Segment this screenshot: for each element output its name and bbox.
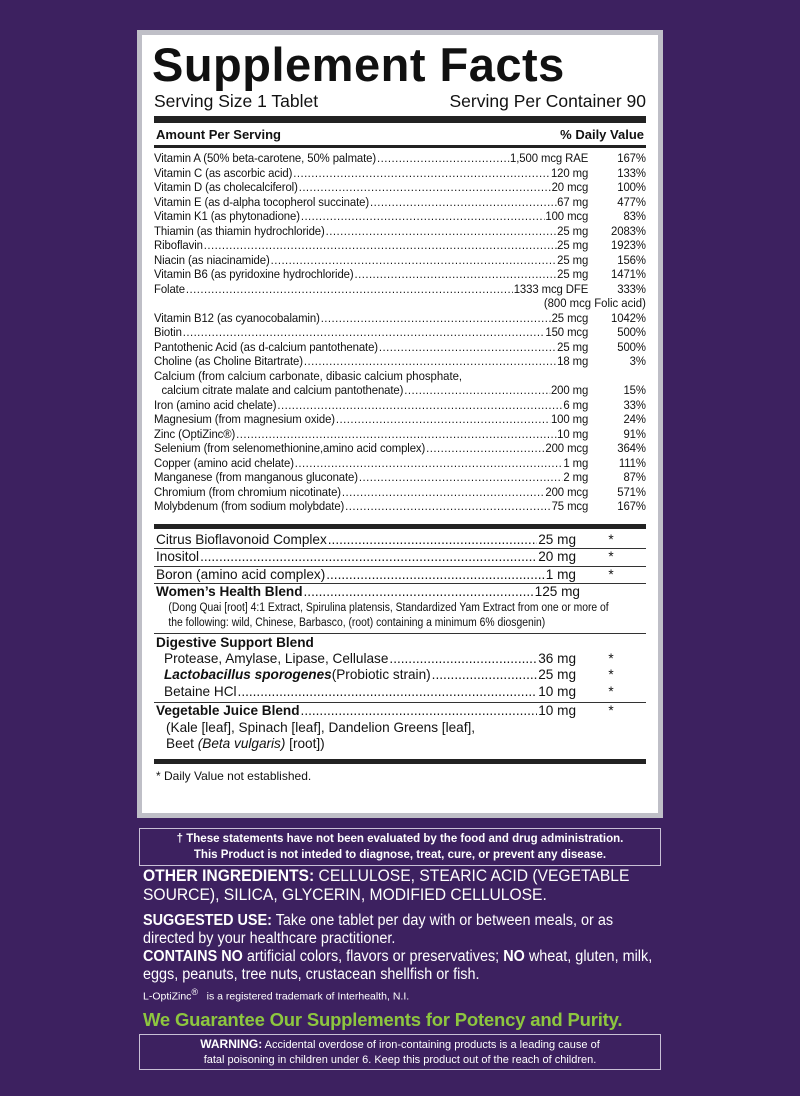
nutrient-row	[154, 195, 646, 210]
nutrient-name: Vitamin E (as d-alpha tocopherol succinate)	[154, 194, 370, 209]
nutrient-row	[154, 456, 646, 471]
nutrient-dv: 1042%	[611, 310, 646, 325]
nutrient-amount: 1,500 mcg RAE	[510, 151, 589, 165]
nutrient-row	[154, 253, 646, 268]
digestive-item-amount: 36 mg	[538, 650, 576, 666]
nutrient-amount: 200 mcg	[545, 441, 589, 455]
nutrient-dv: 24%	[623, 412, 646, 426]
nutrient-row	[154, 267, 646, 282]
nutrient-row	[154, 470, 646, 485]
nutrient-dv: 333%	[617, 281, 646, 296]
juice-blend-dv: *	[608, 703, 614, 718]
nutrient-row	[154, 383, 646, 398]
supplement-facts-panel	[137, 30, 663, 818]
womens-blend-note-2: the following: wild, Chinese, Barbasco, (root) containing a minimum 6% diosgenin)	[168, 616, 546, 629]
nutrient-dv: 15%	[623, 383, 646, 397]
digestive-item-name: Lactobacillus sporogenes(Probiotic strain)	[164, 667, 431, 682]
nutrient-amount: 120 mg	[550, 165, 589, 180]
nutrient-name: Magnesium (from magnesium oxide)	[154, 412, 335, 426]
nutrient-name: Vitamin B12 (as cyanocobalamin)	[154, 310, 320, 325]
nutrient-row	[154, 325, 646, 340]
nutrient-name: calcium citrate malate and calcium pantothenate)	[161, 383, 404, 397]
nutrient-amount: 200 mcg	[545, 484, 589, 499]
nutrient-dv: 83%	[623, 209, 646, 223]
nutrient-dv: 3%	[629, 354, 646, 368]
digestive-item-amount: 10 mg	[538, 683, 576, 699]
nutrient-amount: 20 mcg	[551, 180, 589, 194]
other-ingredients: OTHER INGREDIENTS: CELLULOSE, STEARIC ACID (VEGETABLE SOURCE), SILICA, GLYCERIN, MODIFIED CELLULOSE.	[143, 866, 630, 904]
digestive-blend-name: Digestive Support Blend	[156, 634, 314, 650]
daily-value-footnote: * Daily Value not established.	[156, 768, 312, 783]
nutrient-name: Manganese (from manganous gluconate)	[154, 470, 358, 484]
nutrient-dv: 133%	[617, 165, 646, 180]
trademark-note: L-OptiZinc® is a registered trademark of Interhealth, N.I.	[143, 987, 410, 1003]
disclaimer-line-2: This Product is not inteded to diagnose, treat, cure, or prevent any disease.	[193, 849, 607, 861]
nutrient-amount: 2 mg	[563, 470, 589, 484]
nutrient-amount: 25 mcg	[551, 310, 589, 325]
digestive-item-dv: *	[608, 650, 614, 666]
nutrient-row	[154, 151, 646, 166]
juice-blend-line-2: Beet (Beta vulgaris) [root])	[166, 736, 325, 751]
nutrient-name: Pantothenic Acid (as d-calcium pantothenate)	[154, 339, 378, 354]
nutrient-row	[154, 427, 646, 442]
ingredient-amount: 20 mg	[538, 549, 576, 564]
nutrient-name: Vitamin C (as ascorbic acid)	[154, 165, 293, 180]
digestive-item-name: Protease, Amylase, Lipase, Cellulase	[164, 650, 389, 666]
nutrient-dv: 364%	[617, 441, 646, 455]
digestive-item-dv: *	[608, 667, 614, 682]
nutrient-dv: 167%	[617, 499, 646, 513]
daily-value-header: % Daily Value	[560, 127, 644, 142]
digestive-row	[154, 667, 646, 684]
disclaimer-line-1: † These statements have not been evaluated by the food and drug administration.	[176, 833, 624, 845]
nutrient-row	[154, 354, 646, 369]
nutrient-row	[154, 412, 646, 427]
nutrient-name: Iron (amino acid chelate)	[154, 397, 277, 412]
ingredient-name: Citrus Bioflavonoid Complex	[156, 531, 327, 547]
nutrient-row	[154, 499, 646, 514]
nutrient-name: Vitamin D (as cholecalciferol)	[154, 180, 298, 194]
servings-per-container: Serving Per Container 90	[449, 91, 646, 111]
serving-size: Serving Size 1 Tablet	[154, 91, 319, 111]
nutrient-amount: 200 mg	[550, 383, 589, 397]
nutrient-name: Vitamin B6 (as pyridoxine hydrochloride)	[154, 267, 354, 281]
nutrient-row	[154, 441, 646, 456]
nutrient-row	[154, 398, 646, 413]
digestive-row	[154, 684, 646, 701]
nutrient-amount: 18 mg	[557, 354, 589, 368]
nutrient-name: Selenium (from selenomethionine,amino acid complex)	[154, 441, 426, 455]
nutrient-dv: 111%	[618, 455, 646, 470]
nutrient-name: Copper (amino acid chelate)	[154, 455, 294, 470]
nutrient-row	[154, 340, 646, 355]
nutrient-amount: 150 mcg	[545, 325, 589, 339]
nutrient-amount: 25 mg	[557, 223, 589, 238]
nutrient-name: Molybdenum (from sodium molybdate)	[154, 499, 345, 513]
ingredient-row	[154, 549, 646, 566]
nutrient-row	[154, 180, 646, 195]
nutrient-dv: 500%	[617, 339, 646, 354]
nutrient-row	[154, 238, 646, 253]
nutrient-amount: 100 mg	[550, 412, 589, 426]
nutrient-amount: 75 mcg	[551, 499, 589, 513]
womens-blend-note-1: (Dong Quai [root] 4:1 Extract, Spirulina platensis, Standardized Yam Extract from one or more of	[168, 601, 609, 614]
nutrient-dv: 87%	[623, 470, 646, 484]
nutrient-row	[154, 209, 646, 224]
ingredient-dv: *	[608, 549, 614, 564]
juice-blend-name: Vegetable Juice Blend	[156, 703, 300, 718]
juice-blend-line-1: (Kale [leaf], Spinach [leaf], Dandelion Greens [leaf],	[166, 719, 476, 735]
warning-line-1: WARNING: Accidental overdose of iron-containing products is a leading cause of	[200, 1037, 600, 1051]
contains-statement: CONTAINS NO artificial colors, flavors or preservatives; NO wheat, gluten, milk, eggs, peanuts, tree nuts, crustacean shellfish or fish.	[143, 948, 653, 983]
nutrient-dv: 1923%	[611, 238, 646, 252]
nutrient-name: Biotin	[154, 325, 182, 339]
nutrient-amount: 67 mg	[557, 194, 589, 209]
nutrient-name: Niacin (as niacinamide)	[154, 252, 270, 267]
digestive-item-amount: 25 mg	[538, 667, 576, 682]
suggested-use: SUGGESTED USE: Take one tablet per day with or between meals, or as directed by your healthcare practitioner.	[143, 912, 614, 947]
nutrient-dv: 156%	[617, 252, 646, 267]
ingredient-amount: 1 mg	[545, 566, 576, 582]
nutrient-amount: 100 mcg	[545, 209, 589, 223]
nutrient-amount: 1 mg	[563, 455, 589, 470]
nutrient-amount: 25 mg	[557, 252, 589, 267]
nutrient-row	[154, 224, 646, 239]
digestive-row	[154, 651, 646, 668]
nutrient-dv: 167%	[617, 151, 646, 165]
juice-blend-row	[154, 703, 646, 720]
digestive-item-name: Betaine HCl	[164, 683, 237, 699]
nutrient-row	[154, 311, 646, 326]
nutrient-dv: 477%	[617, 194, 646, 209]
thick-divider	[154, 116, 646, 123]
iron-warning	[139, 1034, 661, 1070]
nutrient-dv: 33%	[623, 397, 646, 412]
womens-blend-row	[154, 584, 646, 601]
nutrient-name: Chromium (from chromium nicotinate)	[154, 484, 341, 499]
label-title: Supplement Facts	[152, 38, 565, 91]
nutrient-name: Folate	[154, 281, 185, 296]
nutrient-name: Vitamin A (50% beta-carotene, 50% palmate)	[154, 151, 377, 165]
nutrient-dv: 500%	[617, 325, 646, 339]
ingredient-row	[154, 567, 646, 584]
nutrient-row	[154, 166, 646, 181]
fda-disclaimer	[139, 828, 661, 866]
nutrient-dv: 571%	[617, 484, 646, 499]
product-info	[143, 866, 659, 1005]
ingredient-name: Inositol	[156, 549, 200, 564]
nutrient-amount: 25 mg	[557, 267, 589, 281]
nutrient-note: (800 mcg Folic acid)	[543, 296, 646, 310]
supplement-facts-label	[142, 35, 658, 813]
digestive-blend-list	[154, 651, 646, 701]
nutrient-name: Vitamin K1 (as phytonadione)	[154, 209, 300, 223]
ingredient-dv: *	[608, 566, 614, 582]
nutrient-amount: 6 mg	[563, 397, 589, 412]
serving-info	[154, 91, 646, 111]
ingredient-name: Boron (amino acid complex)	[156, 566, 326, 582]
guarantee-statement: We Guarantee Our Supplements for Potency and Purity.	[143, 1009, 623, 1030]
juice-blend-amount: 10 mg	[538, 703, 576, 718]
womens-blend-name: Women’s Health Blend	[156, 584, 303, 599]
nutrient-list	[154, 148, 646, 514]
warning-line-2: fatal poisoning in children under 6. Keep this product out of the reach of children.	[203, 1053, 597, 1066]
ingredient-dv: *	[608, 531, 614, 547]
nutrient-amount: 25 mg	[557, 339, 589, 354]
nutrient-amount: 1333 mcg DFE	[513, 281, 589, 296]
nutrient-name: Thiamin (as thiamin hydrochloride)	[154, 223, 325, 238]
nutrient-amount: 25 mg	[557, 238, 589, 252]
amount-per-serving-header: Amount Per Serving	[156, 127, 281, 142]
nutrient-amount: 10 mg	[557, 426, 589, 441]
nutrient-dv: 2083%	[611, 223, 646, 238]
nutrient-dv: 100%	[617, 180, 646, 194]
nutrient-name: Choline (as Choline Bitartrate)	[154, 354, 303, 368]
digestive-item-dv: *	[608, 683, 614, 699]
nutrient-dv: 91%	[623, 426, 646, 441]
womens-blend-amount: 125 mg	[534, 584, 580, 599]
nutrient-dv: 1471%	[611, 267, 646, 281]
nutrient-row	[154, 485, 646, 500]
ingredient-row	[154, 532, 646, 549]
nutrient-name-line: Calcium (from calcium carbonate, dibasic calcium phosphate,	[154, 368, 463, 383]
nutrient-row	[154, 282, 646, 297]
ingredient-amount: 25 mg	[538, 531, 576, 547]
nutrient-name: Zinc (OptiZinc®)	[154, 426, 236, 441]
other-ingredients-list	[154, 529, 646, 584]
amount-header-row	[154, 123, 646, 145]
nutrient-name: Riboflavin	[154, 238, 203, 252]
